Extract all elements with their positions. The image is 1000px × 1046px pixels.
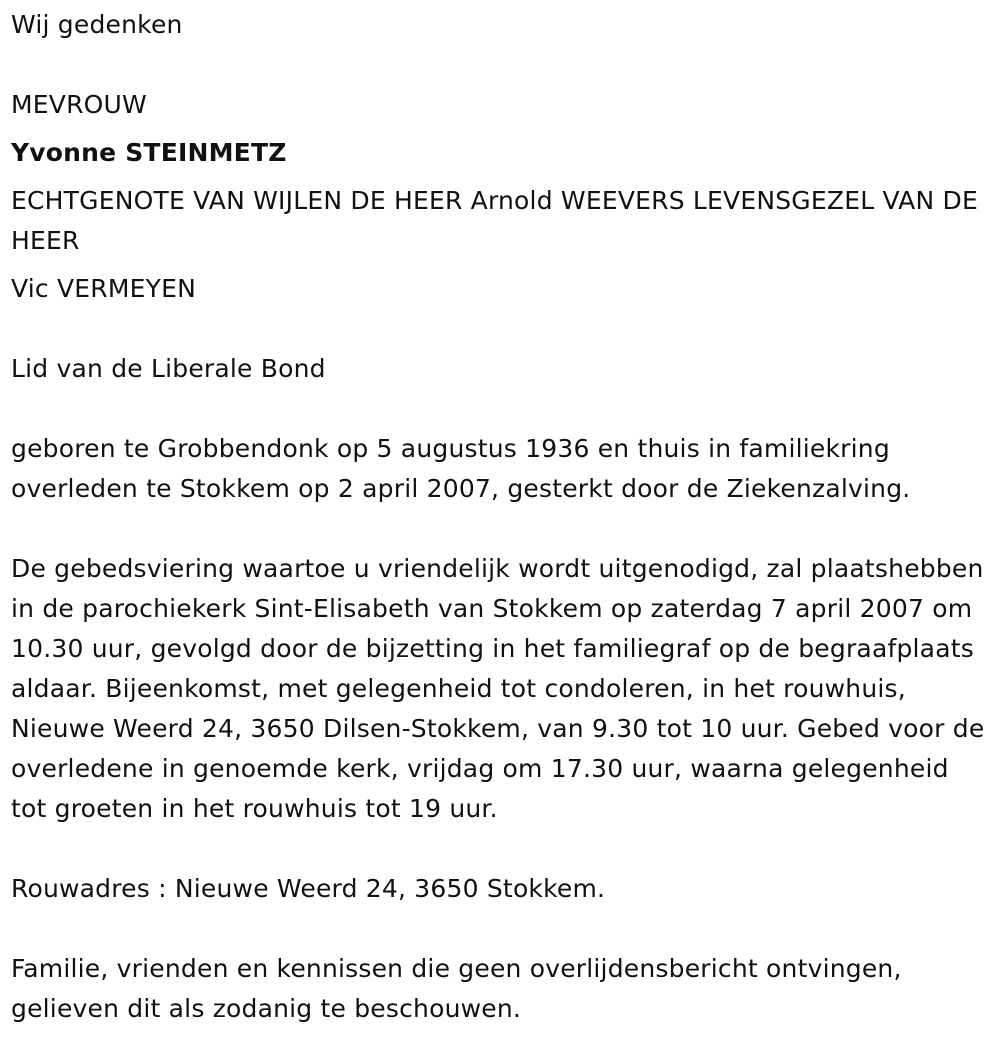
deceased-name: Yvonne STEINMETZ (11, 138, 287, 167)
honorific-title: MEVROUW (11, 90, 147, 119)
membership-line: Lid van de Liberale Bond (11, 354, 326, 383)
partner-name: Vic VERMEYEN (11, 274, 196, 303)
notice-paragraph: Familie, vrienden en kennissen die geen overlijdensbericht ontvingen, gelieven dit als zodanig te beschouwen. (11, 954, 902, 1023)
ceremony-paragraph: De gebedsviering waartoe u vriendelijk wordt uitgenodigd, zal plaatshebben in de parochiekerk Sint-Elisabeth van Stokkem op zaterdag 7 april 2007 om 10.30 uur, gevolgd door de bijzetting in het familiegraf op de begraafplaats aldaar. Bijeenkomst, met gelegenheid tot condoleren, in het rouwhuis, Nieuwe Weerd 24, 3650 Dilsen-Stokkem, van 9.30 tot 10 uur. Gebed voor de overledene in genoemde kerk, vrijdag om 17.30 uur, waarna gelegenheid tot groeten in het rouwhuis tot 19 uur. (11, 554, 985, 823)
spouse-line: ECHTGENOTE VAN WIJLEN DE HEER Arnold WEEVERS LEVENSGEZEL VAN DE HEER (11, 186, 978, 255)
mourning-address: Rouwadres : Nieuwe Weerd 24, 3650 Stokkem. (11, 874, 606, 903)
intro-heading: Wij gedenken (11, 10, 183, 39)
birth-death-paragraph: geboren te Grobbendonk op 5 augustus 1936 en thuis in familiekring overleden te Stokkem op 2 april 2007, gesterkt door de Ziekenzalving. (11, 434, 911, 503)
obituary-notice (11, 5, 991, 1029)
